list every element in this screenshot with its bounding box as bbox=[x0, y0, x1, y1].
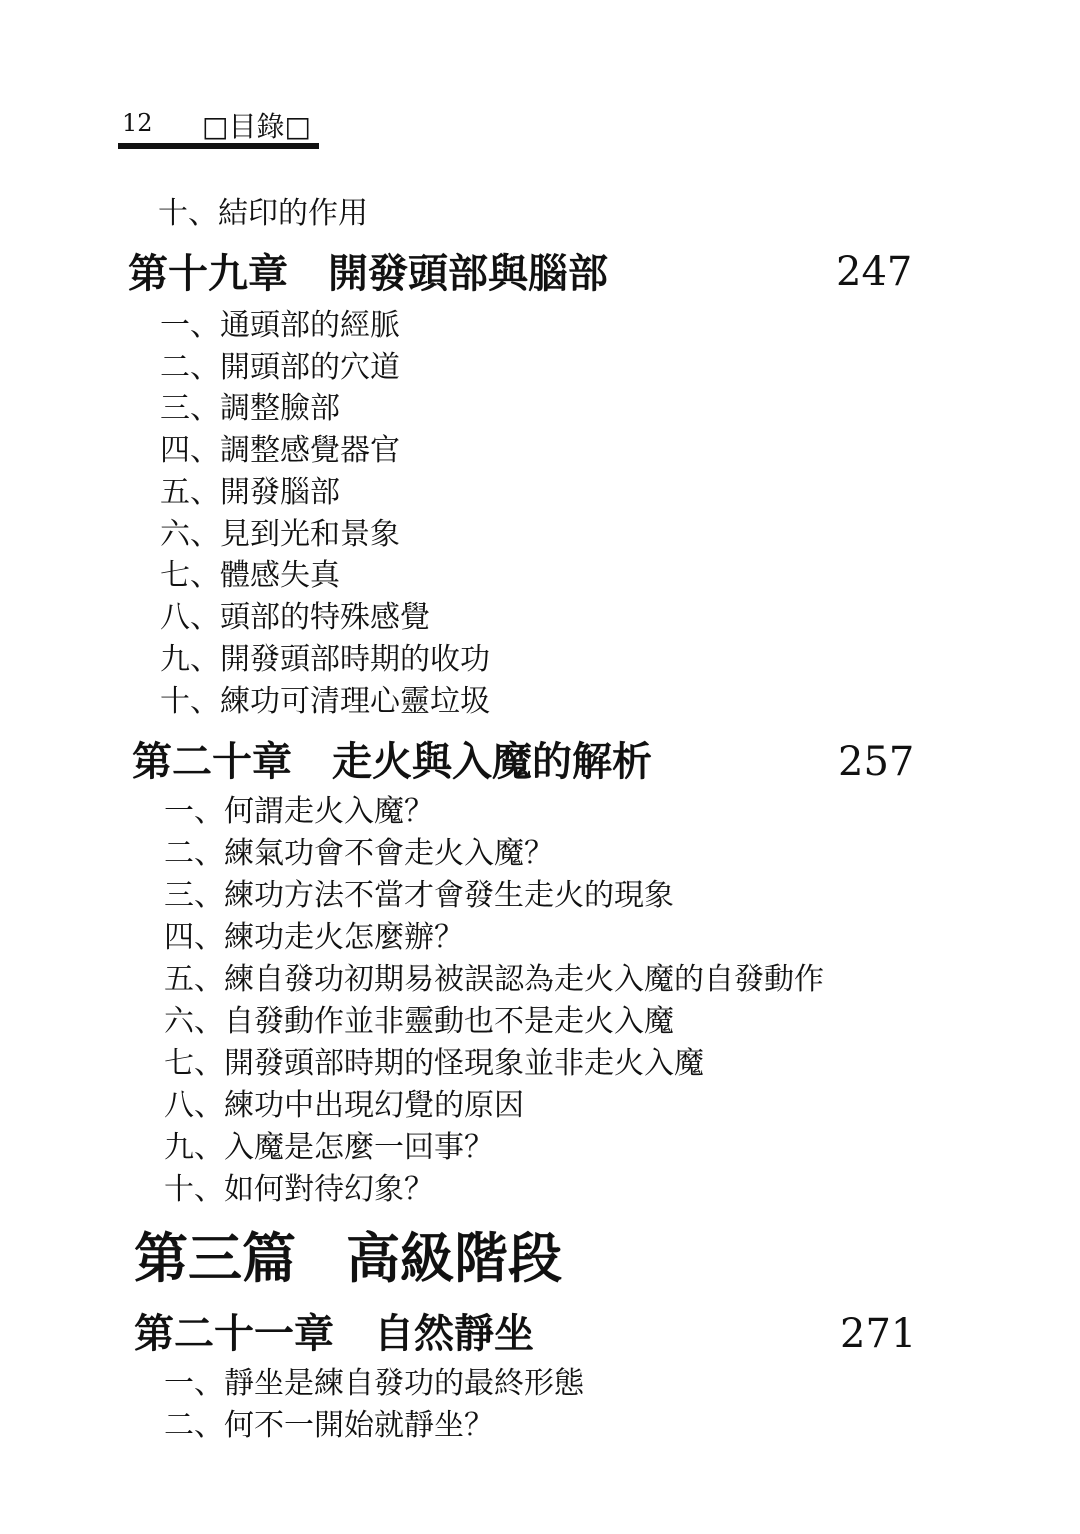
running-title: □目錄□ bbox=[202, 110, 311, 143]
toc-item: 五、練自發功初期易被誤認為走火入魔的自發動作 bbox=[164, 962, 824, 997]
chapter-page-number: 247 bbox=[836, 249, 913, 295]
toc-item: 六、自發動作並非靈動也不是走火入魔 bbox=[164, 1004, 674, 1039]
chapter-label: 第二十章 bbox=[132, 739, 292, 785]
toc-item: 七、開發頭部時期的怪現象並非走火入魔 bbox=[164, 1046, 704, 1081]
chapter-page-number: 257 bbox=[838, 739, 915, 785]
chapter-heading bbox=[128, 250, 608, 298]
part-heading bbox=[134, 1228, 562, 1290]
chapter-title: 開發頭部與腦部 bbox=[328, 251, 608, 297]
toc-item: 五、開發腦部 bbox=[160, 475, 340, 510]
toc-item: 八、練功中出現幻覺的原因 bbox=[164, 1088, 524, 1123]
part-title: 高級階段 bbox=[346, 1227, 562, 1290]
chapter-page-number: 271 bbox=[840, 1311, 917, 1357]
toc-item: 二、練氣功會不會走火入魔？ bbox=[164, 836, 554, 871]
toc-item: 十、如何對待幻象？ bbox=[164, 1172, 434, 1207]
toc-item: 三、調整臉部 bbox=[160, 391, 340, 426]
chapter-title: 自然靜坐 bbox=[374, 1311, 534, 1357]
part-label: 第三篇 bbox=[134, 1227, 296, 1290]
toc-item: 四、練功走火怎麼辦？ bbox=[164, 920, 464, 955]
chapter-title: 走火與入魔的解析 bbox=[332, 739, 652, 785]
page-number: 12 bbox=[122, 109, 153, 137]
chapter-label: 第二十一章 bbox=[134, 1311, 334, 1357]
toc-item: 十、練功可清理心靈垃圾 bbox=[160, 684, 490, 719]
toc-item: 七、體感失真 bbox=[160, 558, 340, 593]
toc-item: 二、開頭部的穴道 bbox=[160, 350, 400, 385]
header-rule bbox=[118, 143, 319, 149]
chapter-label: 第十九章 bbox=[128, 251, 288, 297]
chapter-heading bbox=[134, 1310, 534, 1358]
toc-item: 三、練功方法不當才會發生走火的現象 bbox=[164, 878, 674, 913]
toc-item: 九、開發頭部時期的收功 bbox=[160, 642, 490, 677]
toc-item: 十、結印的作用 bbox=[158, 196, 368, 231]
running-header bbox=[118, 105, 318, 151]
toc-item: 一、通頭部的經脈 bbox=[160, 308, 400, 343]
chapter-heading bbox=[132, 738, 652, 786]
toc-item: 二、何不一開始就靜坐？ bbox=[164, 1408, 494, 1443]
toc-item: 九、入魔是怎麼一回事？ bbox=[164, 1130, 494, 1165]
toc-item: 八、頭部的特殊感覺 bbox=[160, 600, 430, 635]
toc-item: 一、靜坐是練自發功的最終形態 bbox=[164, 1366, 584, 1401]
toc-item: 六、見到光和景象 bbox=[160, 517, 400, 552]
toc-item: 一、何謂走火入魔？ bbox=[164, 794, 434, 829]
toc-item: 四、調整感覺器官 bbox=[160, 433, 400, 468]
